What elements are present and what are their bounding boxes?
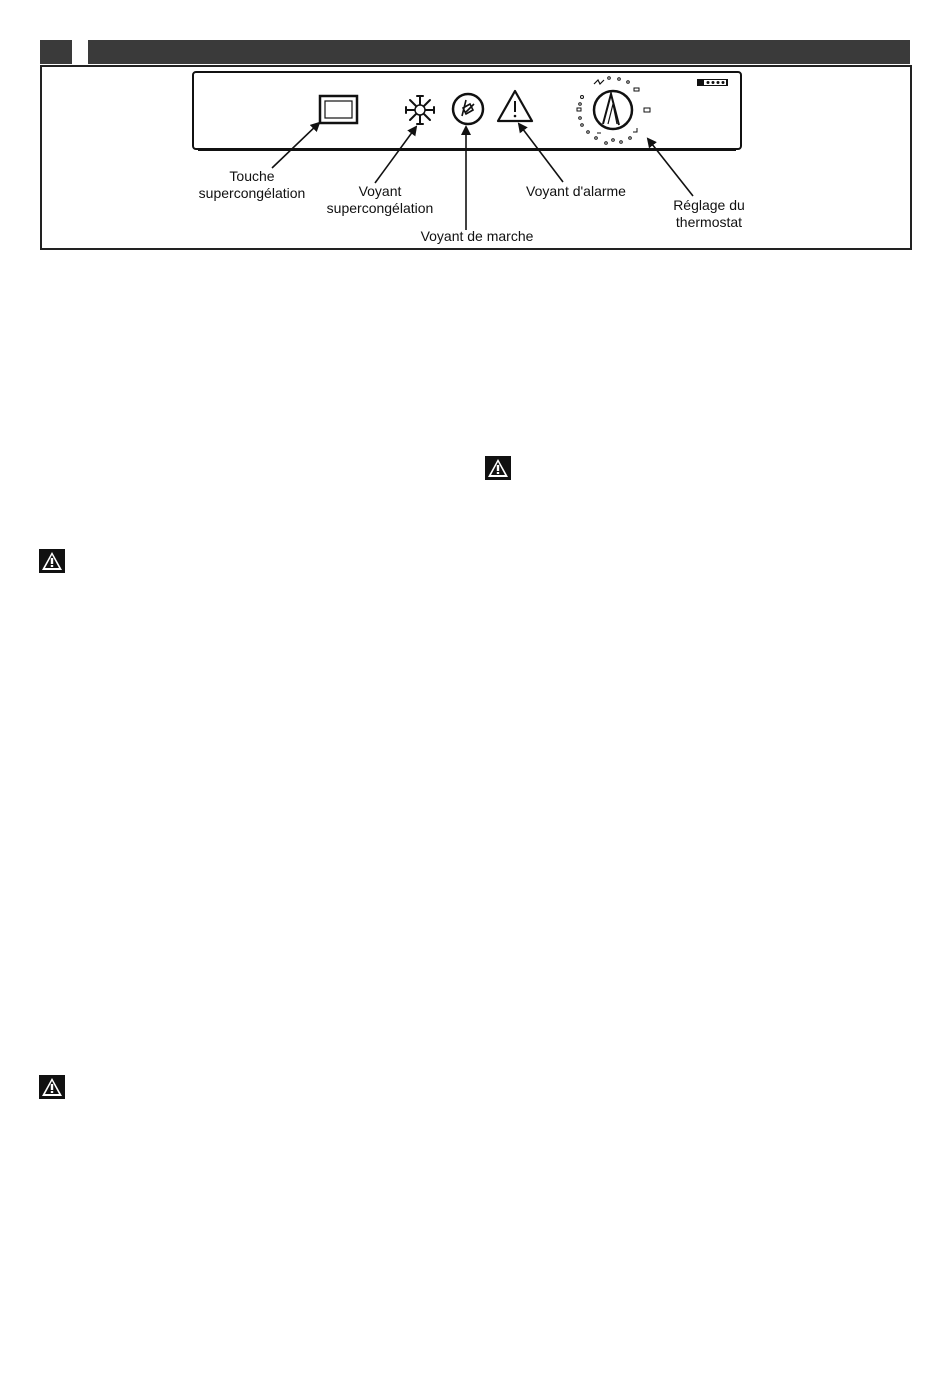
label-touche-supercongelation: Touche supercongélation [198, 168, 306, 201]
header-title-bar [88, 40, 910, 64]
label-reglage-thermostat: Réglage du thermostat [673, 197, 745, 230]
warning-icon [39, 1075, 65, 1099]
label-voyant-de-marche: Voyant de marche [420, 228, 534, 244]
header-tab [40, 40, 72, 64]
label-voyant-alarme: Voyant d'alarme [526, 183, 626, 199]
warning-icon [485, 456, 511, 480]
warning-icon [39, 549, 65, 573]
control-panel-figure [40, 65, 912, 250]
section-header-bar [40, 40, 910, 64]
label-voyant-supercongelation: Voyant supercongélation [326, 183, 434, 216]
